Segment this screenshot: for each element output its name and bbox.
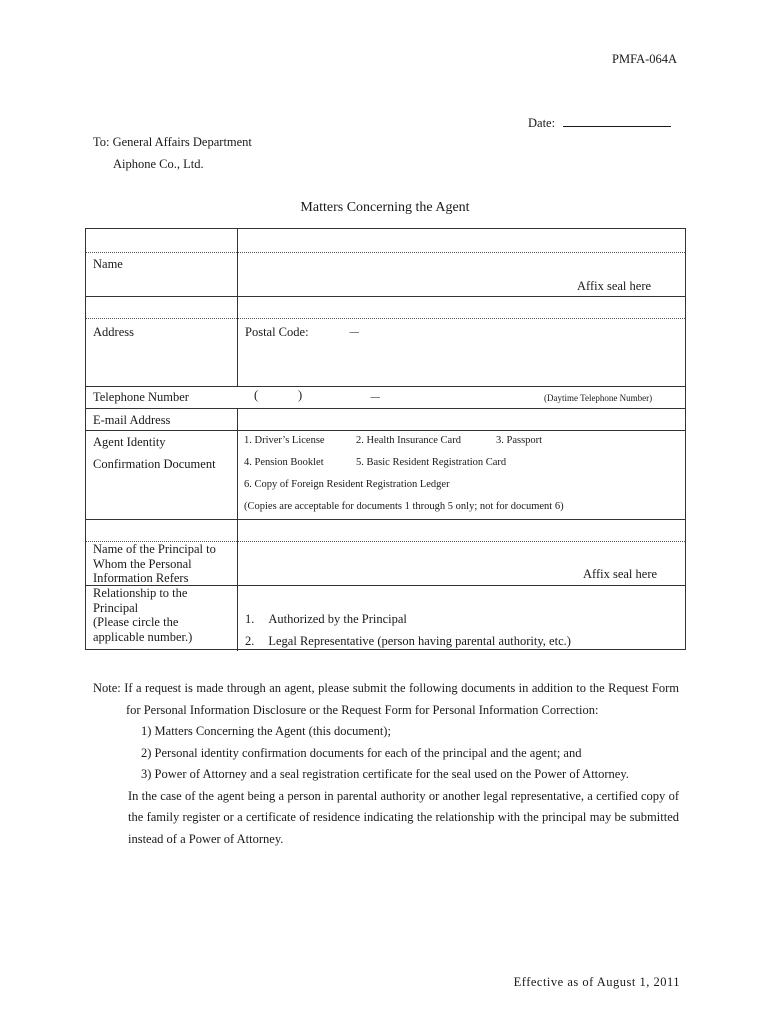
copies-note: (Copies are acceptable for documents 1 through 5 only; not for document 6) xyxy=(244,501,564,512)
column-divider xyxy=(237,408,238,651)
note-item: 2) Personal identity confirmation documents for each of the principal and the agent; and xyxy=(141,745,582,760)
note-closing: In the case of the agent being a person in parental authority or another legal representative, a certified copy of the family register or a certificate of residence indicating the relationship with the principal may be submitted instead of a Power of Attorney. xyxy=(128,788,679,846)
note-item: 3) Power of Attorney and a seal registration certificate for the seal used on the Power of Attorney. xyxy=(141,767,629,781)
relationship-label-line: (Please circle the xyxy=(93,615,179,629)
relationship-label-line: Relationship to the xyxy=(93,586,188,600)
row-divider xyxy=(86,430,685,431)
row-divider xyxy=(86,519,685,520)
email-label: E-mail Address xyxy=(93,413,171,427)
document-option[interactable]: 2. Health Insurance Card xyxy=(356,435,461,446)
column-divider xyxy=(237,229,238,386)
note-item: 1) Matters Concerning the Agent (this document); xyxy=(141,724,391,738)
note-intro: Note: If a request is made through an agent, please submit the following documents in addition to the Request Form for Personal Information Disclosure or the Request Form for Personal Information Correction: xyxy=(93,681,679,717)
phone-dash: － xyxy=(369,391,382,405)
relationship-option-2[interactable] xyxy=(245,634,571,649)
principal-label-line: Whom the Personal xyxy=(93,556,192,571)
affix-seal-label: Affix seal here xyxy=(577,279,652,293)
option-text: Authorized by the Principal xyxy=(268,612,407,626)
row-divider xyxy=(86,318,685,319)
address-label: Address xyxy=(93,325,134,339)
document-option[interactable]: 5. Basic Resident Registration Card xyxy=(356,457,507,468)
name-label: Name xyxy=(93,257,123,271)
affix-seal-label: Affix seal here xyxy=(583,567,658,581)
row-divider xyxy=(86,386,685,387)
row-divider xyxy=(86,296,685,297)
relationship-label-line: applicable number.) xyxy=(93,629,193,644)
phone-paren-close: ) xyxy=(298,388,303,402)
document-option[interactable]: 6. Copy of Foreign Resident Registration Ledger xyxy=(244,479,450,490)
date-input-line[interactable] xyxy=(563,114,671,127)
form-code: PMFA-064A xyxy=(612,52,678,66)
recipient-company: Aiphone Co., Ltd. xyxy=(113,157,204,171)
document-option[interactable]: 3. Passport xyxy=(496,435,543,446)
agent-form-table xyxy=(85,228,686,650)
relationship-label-line: Principal xyxy=(93,600,139,615)
principal-label xyxy=(93,542,216,586)
note-section xyxy=(93,678,679,850)
daytime-phone-note: (Daytime Telephone Number) xyxy=(544,393,653,403)
option-number: 1. xyxy=(245,612,255,626)
address-input[interactable] xyxy=(246,341,680,385)
document-option[interactable]: 4. Pension Booklet xyxy=(244,457,324,468)
principal-label-line: Information Refers xyxy=(93,571,189,585)
relationship-option-1[interactable] xyxy=(245,612,407,627)
date-label: Date: xyxy=(528,116,556,130)
option-number: 2. xyxy=(245,634,255,648)
postal-code-dash: － xyxy=(348,326,361,340)
principal-label-line: Name of the Principal to xyxy=(93,542,216,556)
agent-identity-label: Agent Identity xyxy=(93,435,166,449)
telephone-label: Telephone Number xyxy=(93,390,189,404)
option-text: Legal Representative (person having parental authority, etc.) xyxy=(268,634,571,648)
effective-date: Effective as of August 1, 2011 xyxy=(513,975,680,989)
date-field xyxy=(528,114,671,131)
document-option[interactable]: 1. Driver’s License xyxy=(244,435,325,446)
recipient-department: To: General Affairs Department xyxy=(93,135,252,149)
page-title: Matters Concerning the Agent xyxy=(300,200,470,215)
phone-paren-open: ( xyxy=(254,388,259,402)
confirmation-document-label: Confirmation Document xyxy=(93,457,216,471)
postal-code-label: Postal Code: xyxy=(245,325,309,339)
relationship-label xyxy=(93,586,192,644)
email-input[interactable] xyxy=(246,409,680,429)
